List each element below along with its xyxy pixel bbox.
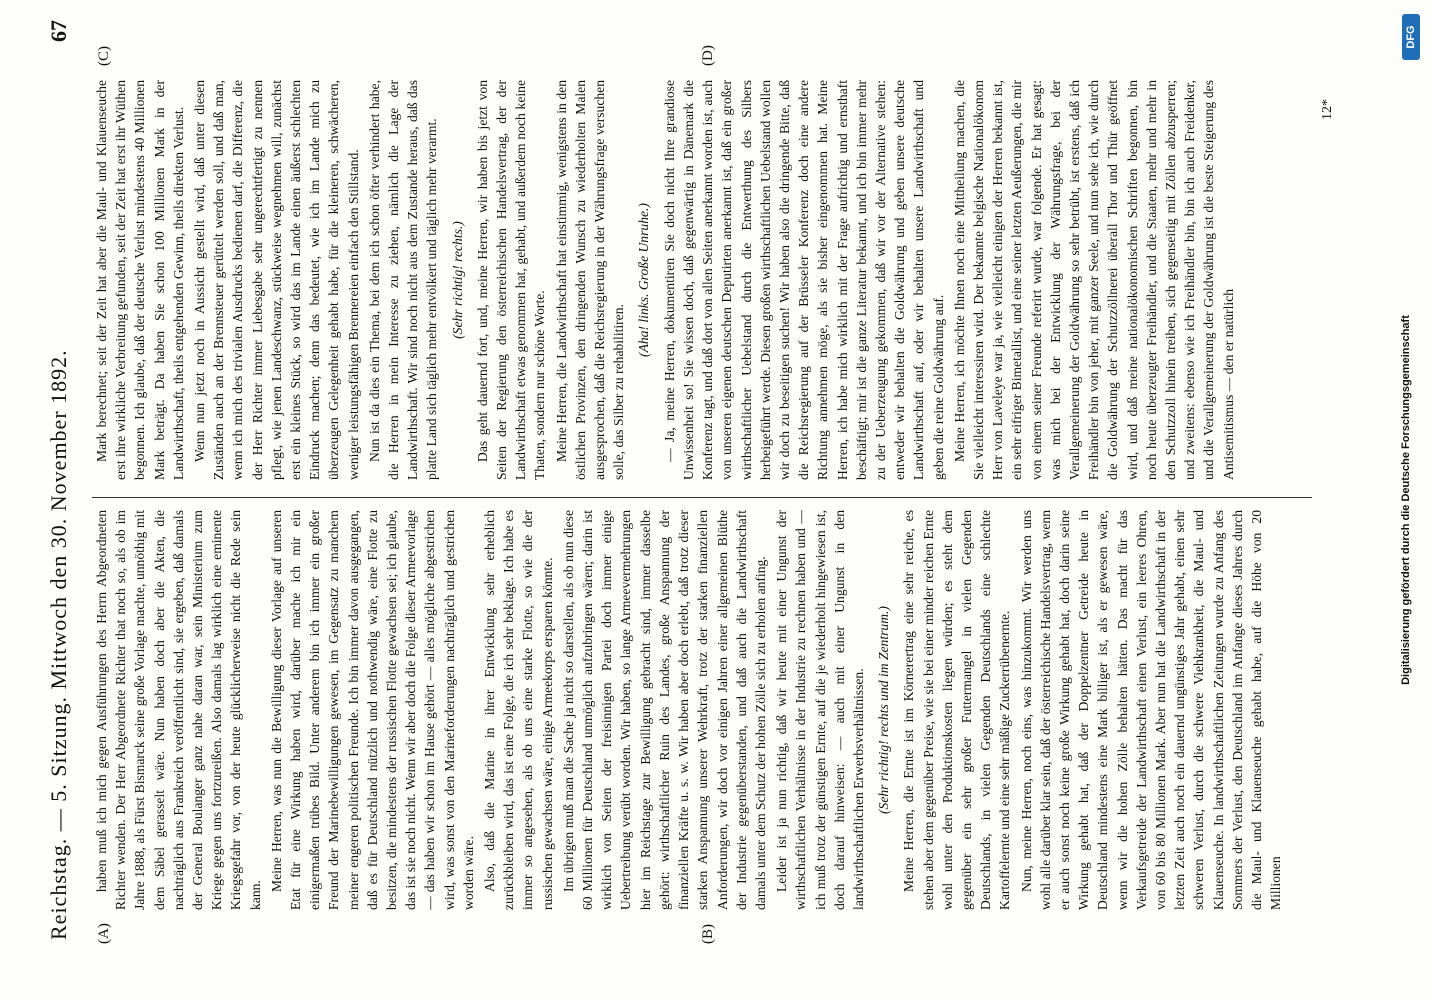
signature-mark: 12*	[1320, 99, 1335, 120]
left-paragraph: Im übrigen muß man die Sache ja nicht so darstellen, als ob nun diese 60 Millionen für Deutschland unmöglich aufzubringen wären; darin ist wirklich von Seiten der freisinnigen Partei doch immer einige Uebertreibung verübt worden. Wir haben, so lange Armeevermehrungen hier im Reichstage zur Bewilligung gebracht sind, immer dasselbe gehört: wirthschaftlicher Ruin des Landes, große Anspannung der finanziellen Kräfte u. s. w. Wir haben aber doch erlebt, daß trotz dieser starken Anspannung unserer Wehrkraft, trotz der starken finanziellen Anforderungen, wir doch vor einigen Jahren einer allgemeinen Blüthe der Industrie gegenüberstanden, und daß auch die Landwirthschaft damals unter dem Schutz der hohen Zölle sich zu erholen anfing.	[560, 510, 768, 910]
interjection: (Sehr richtig! rechts.)	[449, 221, 465, 339]
right-paragraph: Das geht dauernd fort, und, meine Herren, wir haben bis jetzt von Seiten der Regierung den österreichischen Handelsvertrag, der der Landwirthschaft etwas genommen hat, gehabt, und außerdem noch keine Thaten, sondern nur schöne Worte.	[474, 80, 548, 480]
margin-mark-a: (A)	[96, 923, 112, 944]
interjection: (Aha! links. Große Unruhe.)	[636, 203, 652, 357]
digitization-credit: Digitalisierung gefördert durch die Deutsche Forschungsgemeinschaft	[1400, 315, 1412, 685]
right-paragraph: Meine Herren, ich möchte Ihnen noch eine Mittheilung machen, die Sie vielleicht interessiren wird. Der bekannte belgische Nationalökonom Herr von Laveleye war ja, wie vielleicht einigen der Herren bekannt ist, ein sehr eifriger Bimetallist, und eine seiner letzten Aeußerungen, die mir von einem seiner Freunde referirt wurde, war folgende. Er hat gesagt: was mich bei der Entwicklung der Währungsfrage, bei der Verallgemeinerung der Goldwährung so sehr betrübt, ist erstens, daß ich Freihändler bin von jeher, mit ganzer Seele, und nun sehe ich, wie durch die Goldwährung der Schutzzöllnerei überall Thor und Thür geöffnet wird, und daß meine nationalökonomischen Schriften begonnen, bin noch heute überzeugter Freihändler, und die Staaten, mehr und mehr in den Schutzzoll hinein treiben, sich gegenseitig mit Zöllen abzusperren; und zweitens: ebenso wie ich Freihändler bin, bin ich auch Freidenker, und die Verallgemeinerung der Goldwährung ist die beste Steigerung des Antisemitismus — den er natürlich	[951, 80, 1236, 480]
right-paragraph: — Ja, meine Herren, dokumentiren Sie doch nicht Ihre grandiose Unwissenheit so! Sie wissen doch, daß gegenwärtig in Dänemark die Konferenz tagt, und daß dort von allen Seiten anerkannt worden ist, auch von unseren eigenen deutschen Deputirten anerkannt ist, daß ein großer wirthschaftlicher Uebelstand durch die Entwerthung des Silbers herbeigeführt werde. Diesen großen wirthschaftlichen Uebelstand wollen wir doch zu beseitigen suchen! Wir haben also die dringende Bitte, daß die Reichsregierung auf der Brüsseler Konferenz doch eine andere Richtung annehmen möge, als sie bisher eingenommen hat. Meine Herren, ich habe mich wirklich mit der Frage aufrichtig und ernsthaft beschäftigt; mir ist die ganze Literatur bekannt, und ich bin immer mehr zu der Ueberzeugung gekommen, daß wir vor der Alternative stehen: entweder wir behalten die Goldwährung und geben unsere deutsche Landwirthschaft auf, oder wir behalten unsere Landwirthschaft und geben die reine Goldwährung auf.	[661, 80, 946, 480]
left-paragraph: Leider ist ja nun richtig, daß wir heute mit einer Ungunst der wirthschaftlichen Verhältnisse in der Industrie zu rechnen haben und — ich muß trotz der günstigen Ernte, auf die je wiederholt hingewiesen ist, doch darauf hinweisen: — auch mit einer Ungunst in den landwirthschaftlichen Erwerbsverhältnissen.	[774, 510, 866, 910]
page-number: 67	[46, 20, 71, 42]
left-paragraph: haben muß ich mich gegen Ausführungen des Herrn Abgeordneten Richter wenden. Der Herr Abgeordnete Richter that noch so, als ob im Jahre 1888, als Fürst Bismarck seine große Vorlage machte, unnöthig mit dem Säbel gerasselt wäre. Nun haben doch aber die Akten, die nachträglich aus Frankreich veröffentlicht sind, sie ergeben, daß damals der General Boulanger ganz nahe daran war, sein Ministerium zum Kriege gegen uns fortzureißen. Also damals lag wirklich eine eminente Kriegsgefahr vor, von der heute glücklicherweise nicht die Rede sein kann.	[94, 510, 263, 910]
right-paragraph: Mark berechnet; seit der Zeit hat aber die Maul- und Klauenseuche erst ihre wirkliche Verbreitung gefunden, seit der Zeit hat erst ihr Wüthen begonnen. Ich glaube, daß der deutsche Verlust mindestens 40 Millionen Mark beträgt. Da haben Sie schon 100 Millionen Mark in der Landwirthschaft, theils entgehenden Gewinn, theils direkten Verlust.	[94, 80, 186, 480]
margin-mark-c: (C)	[96, 46, 112, 66]
header-title: Reichstag. — 5. Sitzung. Mittwoch den 30. November 1892.	[46, 349, 71, 940]
interjection: (Sehr richtig! rechts und im Zentrum.)	[876, 606, 892, 814]
page-header	[38, 20, 78, 980]
dfg-logo: DFG	[1402, 14, 1420, 60]
left-paragraph: Also, daß die Marine in ihrer Entwicklung sehr erheblich zurückbleiben wird, das ist eine Folge, die ich sehr beklage. Ich habe es immer so angesehen, als ob uns eine starke Flotte, so wie die der russischen gewachsen wäre, einige Armeekorps ersparen könnte.	[482, 510, 555, 910]
left-paragraph: Nun, meine Herren, noch eins, was hinzukommt. Wir werden uns wohl alle darüber klar sein, daß der österreichische Handelsvertrag, wenn er auch sonst noch keine große Wirkung gehabt hat, doch darin seine Wirkung gehabt hat, daß der Doppelzentner Getreide heute in Deutschland mindestens eine Mark billiger ist, als er gewesen wäre, wenn wir die hohen Zölle behalten hätten. Das macht für das Verkaufsgetreide der Landwirthschaft einen Verlust, ein leeres Ohren, von 60 bis 80 Millionen Mark. Aber nun hat die Landwirthschaft in der letzten Zeit auch noch ein dauernd ungünstiges Jahr gehabt, einen sehr schweren Verlust, durch die schwere Viehkrankheit, die Maul- und Klauenseuche. In landwirthschaftlichen Zeitungen wurde zu Anfang des Sommers der Verlust, den Deutschland im Anfange dieses Jahres durch die Maul- und Klauenseuche gehabt habe, auf die Höhe von 20 Millionen	[1018, 510, 1284, 910]
right-paragraph: Meine Herren, die Landwirthschaft hat einstimmig, wenigstens in den östlichen Provinzen, den dringenden Wunsch zu wiederholten Malen ausgesprochen, daß die Reichsregierung in der Währungsfrage versuchen solle, das Silber zu rehabilitiren.	[553, 80, 627, 480]
left-paragraph: Meine Herren, die Ernte ist im Körnerertrag eine sehr reiche, es stehen aber dem gegenüber Preise, wie sie bei einer minder reichen Ernte wohl unter den Produktionskosten liegen würden; es steht dem gegenüber ein sehr großer Futtermangel in vielen Gegenden Deutschlands, in vielen Gegenden Deutschlands eine schlechte Kartoffelernte und eine sehr mäßige Zuckerrübenernte.	[901, 510, 1013, 910]
margin-mark-d: (D)	[700, 45, 716, 66]
right-paragraph: Nun ist da dies ein Thema, bei dem ich schon öfter verhindert habe, die Herren in mein Interesse zu ziehen, nämlich die Lage der Landwirthschaft. Wir sind noch nicht aus dem Zustande heraus, daß das platte Land sich täglich mehr entvölkert und täglich mehr verarmt.	[366, 80, 440, 480]
column-divider	[92, 497, 1312, 498]
left-column	[92, 510, 1312, 910]
right-paragraph: Wenn nun jetzt noch in Aussicht gestellt wird, daß unter diesen Zuständen auch an der Brennsteuer gerüttelt werden soll, und daß man, wenn ich mich des trivialen Ausdrucks bedienen darf, die Differenz, die der Herr Richter immer Liebesgabe sehr ungerechtfertigt zu nennen pflegt, wie jenen Landeschwanz, stückweise wegnehmen will, zunächst erst ein kleines Stück, so wird das im Lande einen äußerst schlechten Eindruck machen; denn das bedeutet, wie ich im Lande mich zu überzeugen Gelegenheit gehabt habe, für die kleineren, schwächeren, weniger leistungsfähigen Brennereien einfach den Stillstand.	[192, 80, 361, 480]
margin-mark-b: (B)	[700, 924, 716, 944]
left-paragraph: Meine Herren, was nun die Bewilligung dieser Vorlage auf unseren Etat für eine Wirkung haben wird, darüber mache ich mir ein einigermaßen trübes Bild. Unter anderem bin ich immer ein großer Freund der Marinebewilligungen gewesen, im Gegensatz zu manchem meiner engeren politischen Freunde. Ich bin immer davon ausgegangen, daß es für Deutschland nützlich und nothwendig wäre, eine Flotte zu besitzen, die mindestens der russischen Flotte gewachsen sei; ich glaube, das ist sie noch nicht. Wenn wir aber doch die Folge dieser Armeevorlage — das haben wir schon im Hause gehört — alles mögliche abgestrichen wird, was sonst von den Marineforderungen nachträglich und gestrichen worden wäre.	[268, 510, 476, 910]
right-column	[92, 80, 1312, 480]
